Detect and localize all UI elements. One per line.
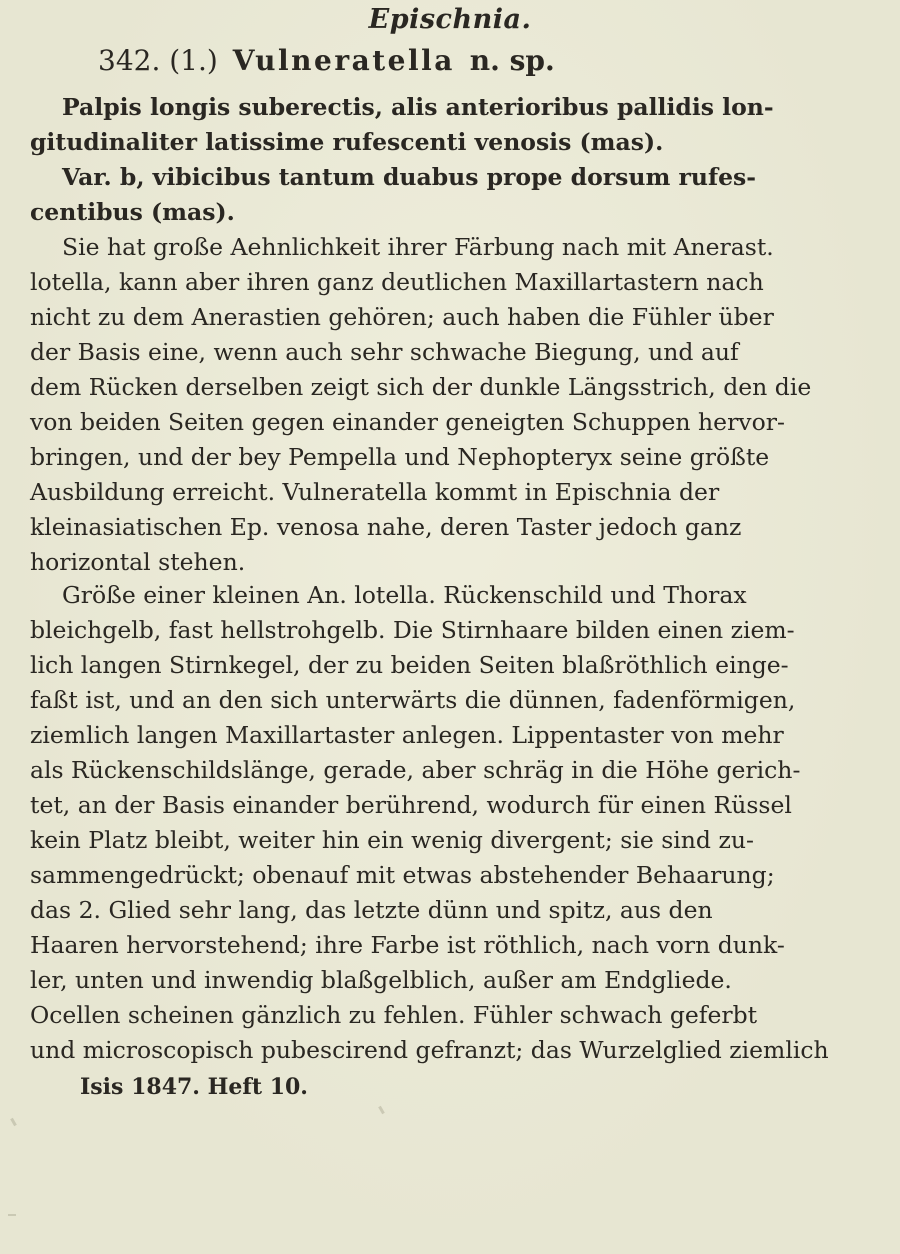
text-line: sammengedrückt; obenauf mit etwas abstehender Behaarung; <box>30 861 775 889</box>
diagnosis-line: Palpis longis suberectis, alis anterioribus pallidis lon- <box>62 93 774 121</box>
latin-diagnosis <box>30 90 870 230</box>
text-line: bleichgelb, fast hellstrohgelb. Die Stirnhaare bilden einen ziem- <box>30 616 795 644</box>
text-line: dem Rücken derselben zeigt sich der dunkle Längsstrich, den die <box>30 373 812 401</box>
text-line: kleinasiatischen Ep. venosa nahe, deren Taster jedoch ganz <box>30 513 742 541</box>
paper-speck <box>10 1118 17 1126</box>
text-line: Ocellen scheinen gänzlich zu fehlen. Fühler schwach geferbt <box>30 1001 758 1029</box>
text-line: bringen, und der bey Pempella und Nephopteryx seine größte <box>30 443 770 471</box>
paper-speck <box>378 1106 385 1114</box>
text-line: ler, unten und inwendig blaßgelblich, außer am Endgliede. <box>30 966 732 994</box>
species-name: Vulneratella <box>232 44 455 77</box>
running-head: Epischnia. <box>368 4 532 35</box>
text-line: Größe einer kleinen An. lotella. Rückenschild und Thorax <box>62 581 747 609</box>
species-heading <box>98 44 555 77</box>
text-line: und microscopisch pubescirend gefranzt; das Wurzelglied ziemlich <box>30 1036 829 1064</box>
text-line: lotella, kann aber ihren ganz deutlichen Maxillartastern nach <box>30 268 764 296</box>
text-line: kein Platz bleibt, weiter hin ein wenig divergent; sie sind zu- <box>30 826 754 854</box>
text-line: Sie hat große Aehnlichkeit ihrer Färbung nach mit Anerast. <box>62 233 774 261</box>
diagnosis-line: centibus (mas). <box>30 198 235 226</box>
species-status: n. sp. <box>469 44 555 77</box>
text-line: das 2. Glied sehr lang, das letzte dünn und spitz, aus den <box>30 896 713 924</box>
text-line: der Basis eine, wenn auch sehr schwache Biegung, und auf <box>30 338 739 366</box>
text-line: faßt ist, und an den sich unterwärts die dünnen, fadenförmigen, <box>30 686 796 714</box>
text-line: von beiden Seiten gegen einander geneigten Schuppen hervor- <box>30 408 785 436</box>
description-paragraph-1 <box>30 230 870 580</box>
diagnosis-line: gitudinaliter latissime rufescenti venosis (mas). <box>30 128 664 156</box>
text-line: als Rückenschildslänge, gerade, aber schräg in die Höhe gerich- <box>30 756 801 784</box>
text-line: horizontal stehen. <box>30 548 246 576</box>
text-line: Haaren hervorstehend; ihre Farbe ist röthlich, nach vorn dunk- <box>30 931 785 959</box>
text-line: tet, an der Basis einander berührend, wodurch für einen Rüssel <box>30 791 792 819</box>
species-number: 342. (1.) <box>98 44 218 77</box>
paper-speck <box>8 1214 16 1216</box>
diagnosis-line: Var. b, vibicibus tantum duabus prope dorsum rufes- <box>62 163 757 191</box>
signature-footer: Isis 1847. Heft 10. <box>80 1074 308 1100</box>
text-line: Ausbildung erreicht. Vulneratella kommt in Epischnia der <box>30 478 720 506</box>
description-paragraph-2 <box>30 578 870 1068</box>
text-line: nicht zu dem Anerastien gehören; auch haben die Fühler über <box>30 303 774 331</box>
text-line: ziemlich langen Maxillartaster anlegen. Lippentaster von mehr <box>30 721 784 749</box>
text-line: lich langen Stirnkegel, der zu beiden Seiten blaßröthlich einge- <box>30 651 789 679</box>
